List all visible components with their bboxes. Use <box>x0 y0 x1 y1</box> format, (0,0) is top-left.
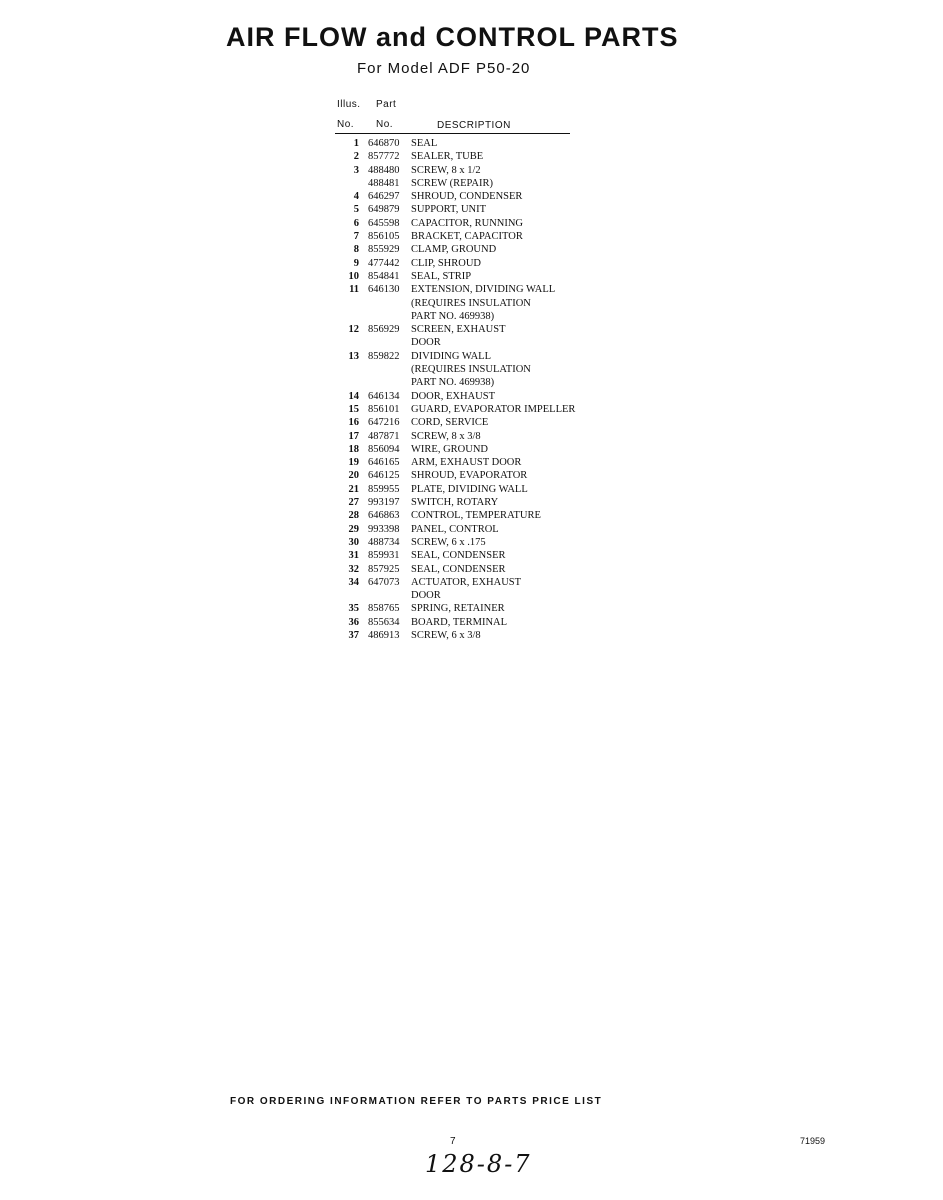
part-description: SCREW, 8 x 1/2 <box>411 164 481 176</box>
parts-row <box>337 217 637 230</box>
part-number: 645598 <box>368 217 400 229</box>
illus-number: 10 <box>348 270 359 282</box>
part-number: 856105 <box>368 231 400 243</box>
illus-number <box>337 336 359 349</box>
part-number: 477442 <box>368 257 400 269</box>
part-number: 858765 <box>368 603 400 615</box>
parts-row <box>337 589 637 602</box>
part-number <box>359 336 411 349</box>
part-description: BRACKET, CAPACITOR <box>411 231 523 243</box>
parts-row <box>337 297 637 310</box>
illus-number: 18 <box>348 443 359 455</box>
part-description: SEALER, TUBE <box>411 151 484 163</box>
part-description: ARM, EXHAUST DOOR <box>411 457 522 469</box>
part-description: SHROUD, CONDENSER <box>411 191 523 203</box>
part-description: PART NO. 469938) <box>411 377 495 389</box>
illus-number: 14 <box>348 390 359 402</box>
illus-number <box>337 310 359 323</box>
parts-row <box>337 150 637 163</box>
illus-number: 3 <box>353 164 359 176</box>
part-number <box>359 363 411 376</box>
part-number: 488734 <box>368 536 400 548</box>
part-number: 854841 <box>368 270 400 282</box>
part-description: SEAL <box>411 138 438 149</box>
part-number <box>359 376 411 389</box>
page-title: AIR FLOW and CONTROL PARTS <box>226 22 679 52</box>
parts-row <box>337 496 637 509</box>
illus-number <box>337 589 359 602</box>
part-number: 856094 <box>368 443 400 455</box>
parts-row <box>337 576 637 589</box>
header-rule <box>335 133 570 134</box>
illus-number: 4 <box>353 191 359 203</box>
part-number: 487871 <box>368 430 400 442</box>
description-header: DESCRIPTION <box>437 120 511 131</box>
part-description: SCREW, 6 x .175 <box>411 536 486 548</box>
part-description: DOOR, EXHAUST <box>411 390 495 402</box>
parts-row <box>337 350 637 363</box>
part-description: CONTROL, TEMPERATURE <box>411 510 541 522</box>
parts-row <box>337 563 637 576</box>
parts-row <box>337 164 637 177</box>
part-description: (REQUIRES INSULATION <box>411 364 531 376</box>
illus-number: 13 <box>348 350 359 362</box>
illus-number: 28 <box>348 510 359 522</box>
part-header-top: Part <box>376 99 397 110</box>
illus-number: 27 <box>348 497 359 509</box>
part-number: 647073 <box>368 576 400 588</box>
illus-number: 20 <box>348 470 359 482</box>
parts-row <box>337 363 637 376</box>
page-number: 7 <box>450 1136 456 1147</box>
parts-row <box>337 376 637 389</box>
part-header-bottom: No. <box>376 119 394 130</box>
part-number: 646125 <box>368 470 400 482</box>
part-description: BOARD, TERMINAL <box>411 616 508 628</box>
illus-header-top: Illus. <box>337 99 361 110</box>
illus-number: 8 <box>353 244 359 256</box>
parts-row <box>337 257 637 270</box>
part-description: SHROUD, EVAPORATOR <box>411 470 528 482</box>
part-number: 488480 <box>368 164 400 176</box>
parts-row <box>337 430 637 443</box>
illus-number: 32 <box>348 563 359 575</box>
part-description: PART NO. 469938) <box>411 310 495 322</box>
illus-number: 34 <box>348 576 359 588</box>
ordering-note: FOR ORDERING INFORMATION REFER TO PARTS PRICE LIST <box>230 1096 603 1107</box>
part-description: CAPACITOR, RUNNING <box>411 217 524 229</box>
illus-number: 1 <box>353 138 359 149</box>
part-description: GUARD, EVAPORATOR IMPELLER <box>411 403 576 415</box>
parts-row <box>337 523 637 536</box>
illus-number: 29 <box>348 523 359 535</box>
part-description: ACTUATOR, EXHAUST <box>411 576 522 588</box>
part-number: 855634 <box>368 616 400 628</box>
part-number: 856929 <box>368 324 400 336</box>
parts-row <box>337 469 637 482</box>
document-code: 71959 <box>800 1136 826 1146</box>
part-description: CORD, SERVICE <box>411 417 489 429</box>
parts-row <box>337 283 637 296</box>
part-description: (REQUIRES INSULATION <box>411 297 531 309</box>
parts-row <box>337 602 637 615</box>
illus-number <box>337 363 359 376</box>
part-number: 857772 <box>368 151 400 163</box>
parts-row <box>337 190 637 203</box>
part-description: SUPPORT, UNIT <box>411 204 487 216</box>
part-number <box>359 297 411 310</box>
part-description: SCREW (REPAIR) <box>411 177 493 189</box>
part-number: 859931 <box>368 550 400 562</box>
illus-header-bottom: No. <box>337 119 355 130</box>
part-number: 486913 <box>368 629 400 641</box>
part-description: SCREW, 6 x 3/8 <box>411 629 481 641</box>
illus-number: 12 <box>348 324 359 336</box>
part-number: 649879 <box>368 204 400 216</box>
parts-row <box>337 177 637 190</box>
illus-number: 16 <box>348 417 359 429</box>
part-description: SPRING, RETAINER <box>411 603 505 615</box>
illus-number: 7 <box>353 231 359 243</box>
parts-row <box>337 509 637 522</box>
part-number: 857925 <box>368 563 400 575</box>
parts-row <box>337 390 637 403</box>
part-number: 993197 <box>368 497 400 509</box>
part-description: DOOR <box>411 590 441 602</box>
part-number: 855929 <box>368 244 400 256</box>
part-description: CLAMP, GROUND <box>411 244 497 256</box>
part-number: 859822 <box>368 350 400 362</box>
illus-number: 37 <box>348 629 359 641</box>
part-description: SEAL, STRIP <box>411 270 472 282</box>
part-description: SCREEN, EXHAUST <box>411 324 506 336</box>
part-number: 646870 <box>368 138 400 149</box>
part-description: PLATE, DIVIDING WALL <box>411 483 528 495</box>
model-subtitle: For Model ADF P50-20 <box>357 60 531 77</box>
parts-row <box>337 483 637 496</box>
illus-number <box>337 297 359 310</box>
handwritten-reference: 128-8-7 <box>425 1150 532 1178</box>
part-description: SEAL, CONDENSER <box>411 550 506 562</box>
illus-number: 11 <box>349 284 359 296</box>
part-number: 646130 <box>368 284 400 296</box>
part-number: 856101 <box>368 403 400 415</box>
illus-number: 21 <box>348 483 359 495</box>
part-description: SCREW, 8 x 3/8 <box>411 430 481 442</box>
part-description: PANEL, CONTROL <box>411 523 499 535</box>
parts-row <box>337 203 637 216</box>
part-number: 993398 <box>368 523 400 535</box>
illus-number: 17 <box>348 430 359 442</box>
parts-row <box>337 416 637 429</box>
part-number: 859955 <box>368 483 400 495</box>
parts-row <box>337 336 637 349</box>
parts-row <box>337 629 637 642</box>
parts-list <box>337 137 637 642</box>
parts-row <box>337 616 637 629</box>
part-description: SWITCH, ROTARY <box>411 497 499 509</box>
part-number: 646165 <box>368 457 400 469</box>
part-number: 488481 <box>368 177 400 189</box>
illus-number: 2 <box>353 151 359 163</box>
part-description: SEAL, CONDENSER <box>411 563 506 575</box>
parts-row <box>337 230 637 243</box>
part-number: 646297 <box>368 191 400 203</box>
parts-row <box>337 243 637 256</box>
illus-number: 19 <box>348 457 359 469</box>
illus-number: 30 <box>348 536 359 548</box>
part-description: DOOR <box>411 337 441 349</box>
illus-number: 5 <box>353 204 359 216</box>
parts-row <box>337 456 637 469</box>
part-description: CLIP, SHROUD <box>411 257 482 269</box>
parts-row <box>337 323 637 336</box>
illus-number: 35 <box>348 603 359 615</box>
parts-row <box>337 443 637 456</box>
parts-row <box>337 310 637 323</box>
part-number: 646134 <box>368 390 400 402</box>
part-description: EXTENSION, DIVIDING WALL <box>411 284 556 296</box>
illus-number: 36 <box>348 616 359 628</box>
parts-row <box>337 549 637 562</box>
parts-row <box>337 270 637 283</box>
part-number: 646863 <box>368 510 400 522</box>
parts-row <box>337 403 637 416</box>
parts-row <box>337 536 637 549</box>
part-description: WIRE, GROUND <box>411 443 488 455</box>
illus-number: 6 <box>353 217 359 229</box>
part-description: DIVIDING WALL <box>411 350 491 362</box>
illus-number: 15 <box>348 403 359 415</box>
illus-number <box>337 376 359 389</box>
part-number <box>359 589 411 602</box>
illus-number: 31 <box>348 550 359 562</box>
parts-row <box>337 137 637 150</box>
part-number: 647216 <box>368 417 400 429</box>
illus-number <box>337 177 359 190</box>
illus-number: 9 <box>353 257 359 269</box>
part-number <box>359 310 411 323</box>
